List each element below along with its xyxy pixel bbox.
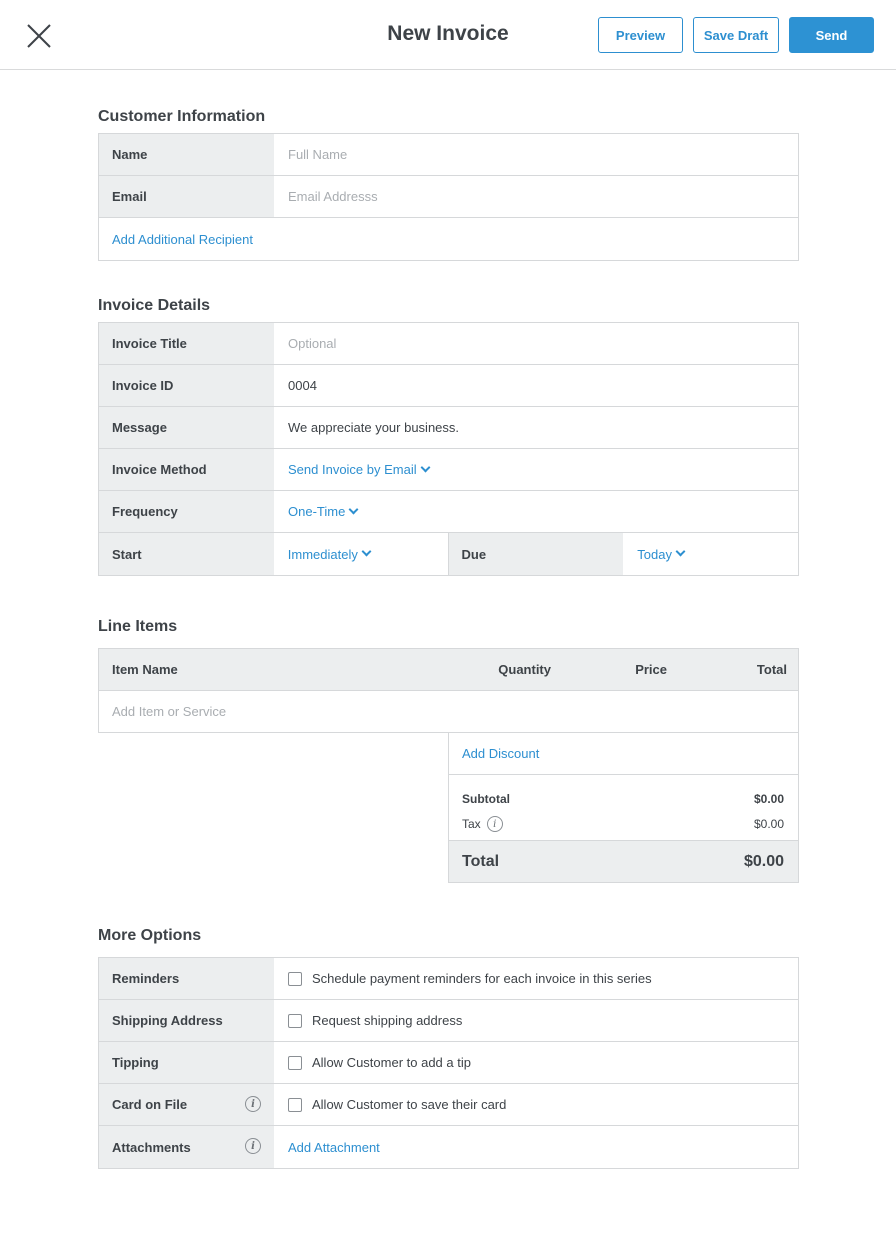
total-label: Total [462, 852, 500, 870]
customer-section-title: Customer Information [98, 108, 266, 125]
line-items-section-title: Line Items [98, 618, 178, 635]
tax-value: $0.00 [753, 817, 784, 831]
email-row [99, 176, 798, 218]
chevron-down-icon [349, 504, 359, 514]
reminders-checkbox[interactable] [288, 972, 302, 986]
tipping-checkbox[interactable] [288, 1056, 302, 1070]
add-recipient-link[interactable]: Add Additional Recipient [112, 231, 253, 247]
preview-button[interactable]: Preview [598, 17, 683, 53]
column-total: Total [756, 662, 787, 677]
shipping-option [274, 1000, 798, 1041]
chevron-down-icon [676, 547, 686, 557]
tax-label: Tax [462, 817, 481, 831]
invoice-method-label: Invoice Method [99, 449, 274, 490]
invoice-method-dropdown[interactable] [274, 449, 798, 490]
start-dropdown[interactable] [274, 533, 449, 575]
total-value: $0.00 [743, 852, 784, 870]
frequency-label: Frequency [99, 491, 274, 532]
attachments-row [99, 1126, 798, 1168]
frequency-value: One-Time [288, 504, 346, 519]
tipping-row [99, 1042, 798, 1084]
add-item-input[interactable]: Add Item or Service [112, 704, 227, 719]
tipping-text: Allow Customer to add a tip [312, 1055, 471, 1070]
customer-table [98, 133, 799, 261]
start-due-row [99, 533, 798, 575]
shipping-checkbox[interactable] [288, 1014, 302, 1028]
save-draft-button[interactable]: Save Draft [693, 17, 779, 53]
card-on-file-option [274, 1084, 798, 1125]
send-button[interactable]: Send [789, 17, 874, 53]
message-input[interactable]: We appreciate your business. [288, 420, 460, 435]
reminders-text: Schedule payment reminders for each invoice in this series [312, 971, 652, 986]
invoice-method-value: Send Invoice by Email [288, 462, 417, 477]
tipping-option [274, 1042, 798, 1083]
column-quantity: Quantity [498, 662, 551, 677]
chevron-down-icon [420, 462, 430, 472]
close-button[interactable] [22, 19, 56, 53]
tipping-label: Tipping [99, 1042, 274, 1083]
page-title: New Invoice [387, 22, 509, 45]
card-on-file-row [99, 1084, 798, 1126]
card-on-file-label: Card on File [112, 1097, 188, 1112]
shipping-row [99, 1000, 798, 1042]
invoice-title-label: Invoice Title [99, 323, 274, 364]
invoice-title-input[interactable]: Optional [288, 336, 337, 351]
attachments-label: Attachments [112, 1139, 191, 1155]
details-table [98, 322, 799, 576]
reminders-row [99, 958, 798, 1000]
info-icon[interactable]: i [245, 1138, 261, 1154]
invoice-id-row [99, 365, 798, 407]
shipping-label: Shipping Address [99, 1000, 274, 1041]
info-icon[interactable]: i [487, 816, 503, 832]
invoice-title-row [99, 323, 798, 365]
total-line [449, 841, 798, 882]
more-options-section-title: More Options [98, 927, 202, 944]
top-bar [0, 0, 896, 70]
tax-line [462, 814, 784, 834]
email-label: Email [99, 176, 274, 217]
details-section-title: Invoice Details [98, 297, 211, 314]
close-icon [22, 19, 56, 53]
invoice-method-row [99, 449, 798, 491]
card-on-file-checkbox[interactable] [288, 1098, 302, 1112]
name-input[interactable]: Full Name [288, 147, 348, 162]
info-icon[interactable]: i [245, 1096, 261, 1112]
shipping-text: Request shipping address [312, 1013, 463, 1028]
name-row [99, 134, 798, 176]
add-attachment-link[interactable]: Add Attachment [288, 1139, 380, 1155]
start-label: Start [99, 533, 274, 575]
frequency-row [99, 491, 798, 533]
due-value: Today [637, 546, 672, 562]
due-dropdown[interactable] [623, 533, 798, 575]
name-label: Name [99, 134, 274, 175]
due-label: Due [449, 533, 624, 575]
subtotal-line [462, 789, 784, 809]
card-on-file-label-cell [99, 1084, 274, 1125]
message-row [99, 407, 798, 449]
subtotal-value: $0.00 [753, 792, 784, 806]
email-input[interactable]: Email Addresss [288, 189, 378, 204]
invoice-id-input[interactable]: 0004 [288, 378, 317, 393]
more-options-table [98, 957, 799, 1169]
add-recipient-row [99, 218, 798, 260]
chevron-down-icon [361, 547, 371, 557]
reminders-option [274, 958, 798, 999]
subtotal-block [449, 775, 798, 841]
message-label: Message [99, 407, 274, 448]
start-value: Immediately [287, 546, 358, 562]
subtotal-label: Subtotal [462, 792, 510, 806]
column-item-name: Item Name [112, 662, 178, 677]
reminders-label: Reminders [99, 958, 274, 999]
frequency-dropdown[interactable] [274, 491, 798, 532]
invoice-id-label: Invoice ID [99, 365, 274, 406]
attachments-label-cell [99, 1126, 274, 1168]
line-items-header [99, 649, 798, 691]
add-discount-link[interactable]: Add Discount [449, 733, 798, 775]
line-items-table [98, 648, 799, 733]
tax-label-group [462, 816, 503, 832]
card-on-file-text: Allow Customer to save their card [312, 1097, 507, 1112]
column-price: Price [635, 662, 667, 677]
totals-panel [448, 733, 799, 883]
